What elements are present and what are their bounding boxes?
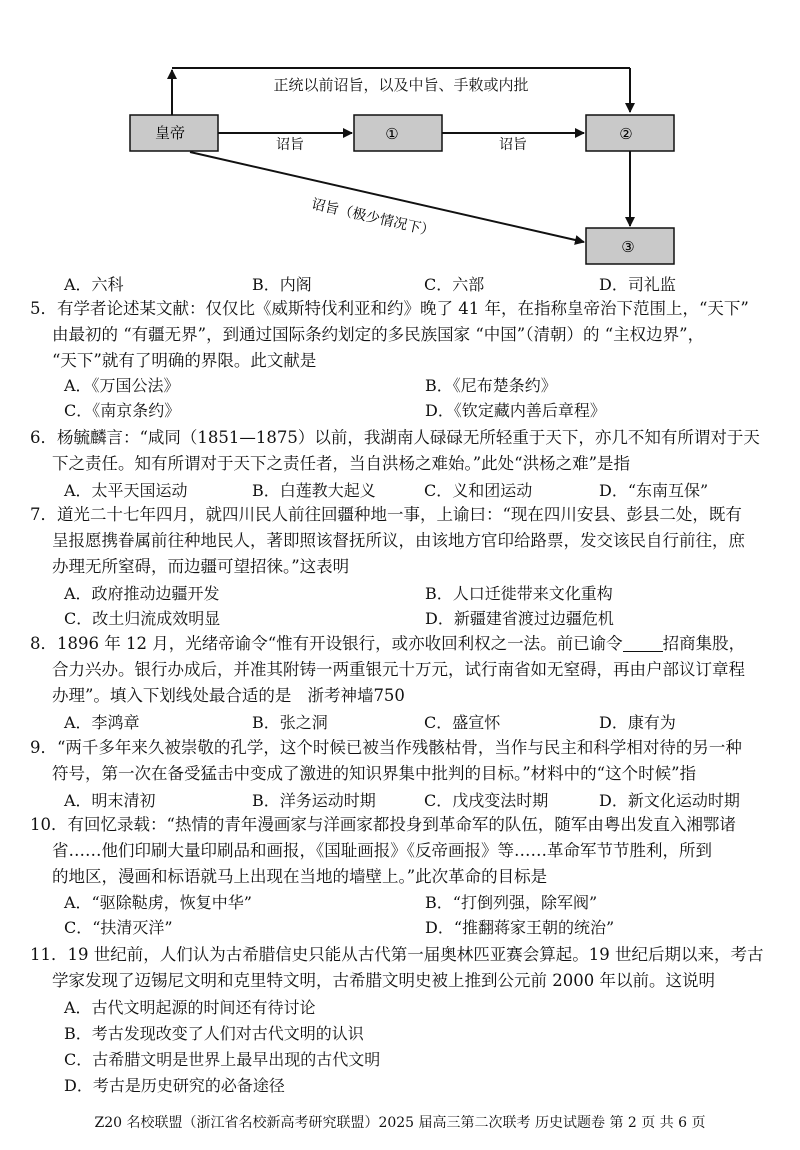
emperor-label: 皇帝 xyxy=(154,124,186,142)
q10-line-1: 10．有回忆录载：“热情的青年漫画家与洋画家都投身到革命军的队伍，随军由粤出发直入湘鄂诸 xyxy=(30,815,736,834)
q7-line-2: 呈报愿携眷属前往种地民人，著即照该督抚所议，由该地方官印给路票，发交该民自行前往，庶 xyxy=(52,531,745,550)
page-footer: Z20 名校联盟（浙江省名校新高考研究联盟）2025 届高三第二次联考 历史试题卷 第 2 页 共 6 页 xyxy=(94,1115,706,1131)
q7-option-b[interactable]: B．人口迁徙带来文化重构 xyxy=(425,584,613,603)
q9-options xyxy=(64,788,784,812)
q8-option-d[interactable]: D．康有为 xyxy=(599,713,676,732)
q5-line-3: “天下”就有了明确的界限。此文献是 xyxy=(52,351,317,370)
diagonal-label: 诏旨（极少情况下） xyxy=(309,196,437,240)
q10-option-c[interactable]: C．“扶清灭洋” xyxy=(64,918,173,937)
question-6 xyxy=(30,425,780,477)
box-3-label: ③ xyxy=(621,238,635,256)
q9-option-b[interactable]: B．洋务运动时期 xyxy=(252,791,376,810)
answer-blank xyxy=(623,635,663,652)
q6-options xyxy=(64,478,784,502)
q7-line-3: 办理无所窒碍，而边疆可望招徕。”这表明 xyxy=(52,557,350,576)
question-9 xyxy=(30,735,780,787)
q7-option-d[interactable]: D．新疆建省渡过边疆危机 xyxy=(425,609,614,628)
box-2-label: ② xyxy=(619,125,633,143)
q8-options xyxy=(64,710,784,734)
q6-option-b[interactable]: B．白莲教大起义 xyxy=(252,481,376,500)
q7-option-c[interactable]: C．改土归流成效明显 xyxy=(64,609,221,628)
question-5 xyxy=(30,296,780,374)
q8-line-3 xyxy=(30,683,780,709)
q9-option-c[interactable]: C．戊戌变法时期 xyxy=(424,791,549,810)
q9-line-1: 9．“两千多年来久被崇敬的孔学，这个时候已被当作残骸枯骨，当作与民主和科学相对待的另一种 xyxy=(30,738,742,757)
q11-option-a[interactable]: A．古代文明起源的时间还有待讨论 xyxy=(64,998,316,1017)
q8-line-3-text: 办理”。填入下划线处最合适的是 xyxy=(52,686,292,705)
q4-option-b[interactable]: B．内阁 xyxy=(252,275,312,294)
q10-line-3: 的地区，漫画和标语就马上出现在当地的墙壁上。”此次革命的目标是 xyxy=(52,867,548,886)
q9-option-d[interactable]: D．新文化运动时期 xyxy=(599,791,740,810)
q5-option-d[interactable]: D．《钦定藏内善后章程》 xyxy=(425,401,606,420)
question-11 xyxy=(30,942,780,994)
q5-line-1: 5．有学者论述某文献：仅仅比《威斯特伐利亚和约》晚了 41 年，在指称皇帝治下范围上，“天下” xyxy=(30,299,749,318)
q6-line-1: 6．杨毓麟言：“咸同（1851—1875）以前，我湖南人碌碌无所轻重于天下，亦几不知有所谓对于天 xyxy=(30,428,760,447)
question-7 xyxy=(30,502,780,580)
question-8 xyxy=(30,631,780,709)
q5-option-a[interactable]: A．《万国公法》 xyxy=(64,376,180,395)
q5-line-2: 由最初的 “有疆无界”，到通过国际条约划定的多民族国家 “中国”（清朝）的 “主权边界”， xyxy=(52,325,705,344)
top-route-label: 正统以前诏旨，以及中旨、手敕或内批 xyxy=(273,76,529,94)
q10-option-d[interactable]: D．“推翻蒋家王朝的统治” xyxy=(425,918,615,937)
q5-option-b[interactable]: B．《尼布楚条约》 xyxy=(425,376,557,395)
q11-line-1: 11．19 世纪前，人们认为古希腊信史只能从古代第一届奥林匹亚赛会算起。19 世纪后期以来，考古 xyxy=(30,945,764,964)
q4-option-c[interactable]: C．六部 xyxy=(424,275,485,294)
q8-line-2: 合力兴办。银行办成后，并准其附铸一两重银元十万元，试行南省如无窒碍，再由户部议订章程 xyxy=(52,660,745,679)
q11-option-c[interactable]: C．古希腊文明是世界上最早出现的古代文明 xyxy=(64,1050,381,1069)
q7-option-a[interactable]: A．政府推动边疆开发 xyxy=(64,584,220,603)
process-diagram xyxy=(0,0,800,275)
edict-label-1: 诏旨 xyxy=(276,137,304,153)
q11-option-d[interactable]: D．考古是历史研究的必备途径 xyxy=(64,1076,285,1095)
box-1-label: ① xyxy=(385,125,399,143)
q10-option-a[interactable]: A．“驱除鞑虏，恢复中华” xyxy=(64,893,252,912)
q10-line-2: 省……他们印刷大量印刷品和画报，《国耻画报》《反帝画报》等……革命军节节胜利，所到 xyxy=(52,841,712,860)
edict-label-2: 诏旨 xyxy=(499,137,527,153)
q7-line-1: 7．道光二十七年四月，就四川民人前往回疆种地一事，上谕曰：“现在四川安县、彭县二处，既有 xyxy=(30,505,742,524)
q8-line-1 xyxy=(30,631,780,657)
q9-line-2: 符号，第一次在备受猛击中变成了激进的知识界集中批判的目标。”材料中的“这个时候”指 xyxy=(52,764,697,783)
q4-options xyxy=(64,272,784,296)
q6-option-d[interactable]: D．“东南互保” xyxy=(599,481,709,500)
q4-option-a[interactable]: A．六科 xyxy=(64,275,124,294)
q11-option-b[interactable]: B．考古发现改变了人们对古代文明的认识 xyxy=(64,1024,364,1043)
q8-option-a[interactable]: A．李鸿章 xyxy=(64,713,140,732)
q8-option-c[interactable]: C．盛宣怀 xyxy=(424,713,501,732)
q11-line-2: 学家发现了迈锡尼文明和克里特文明，古希腊文明史被上推到公元前 2000 年以前。这说明 xyxy=(52,971,715,990)
q5-option-c[interactable]: C．《南京条约》 xyxy=(64,401,181,420)
q6-option-c[interactable]: C．义和团运动 xyxy=(424,481,533,500)
q6-option-a[interactable]: A．太平天国运动 xyxy=(64,481,188,500)
q10-option-b[interactable]: B．“打倒列强，除军阀” xyxy=(425,893,598,912)
question-10 xyxy=(30,812,780,890)
q9-option-a[interactable]: A．明末清初 xyxy=(64,791,156,810)
q8-option-b[interactable]: B．张之洞 xyxy=(252,713,328,732)
q6-line-2: 下之责任。知有所谓对于天下之责任者，当自洪杨之难始。”此处“洪杨之难”是指 xyxy=(52,454,631,473)
q8-line-1-end: 招商集股， xyxy=(662,634,746,653)
watermark-text: 浙考神墙750 xyxy=(307,686,405,705)
q8-line-1-start: 8．1896 年 12 月，光绪帝谕令“惟有开设银行，或亦收回利权之一法。前已谕令 xyxy=(30,634,623,653)
q4-option-d[interactable]: D．司礼监 xyxy=(599,275,676,294)
